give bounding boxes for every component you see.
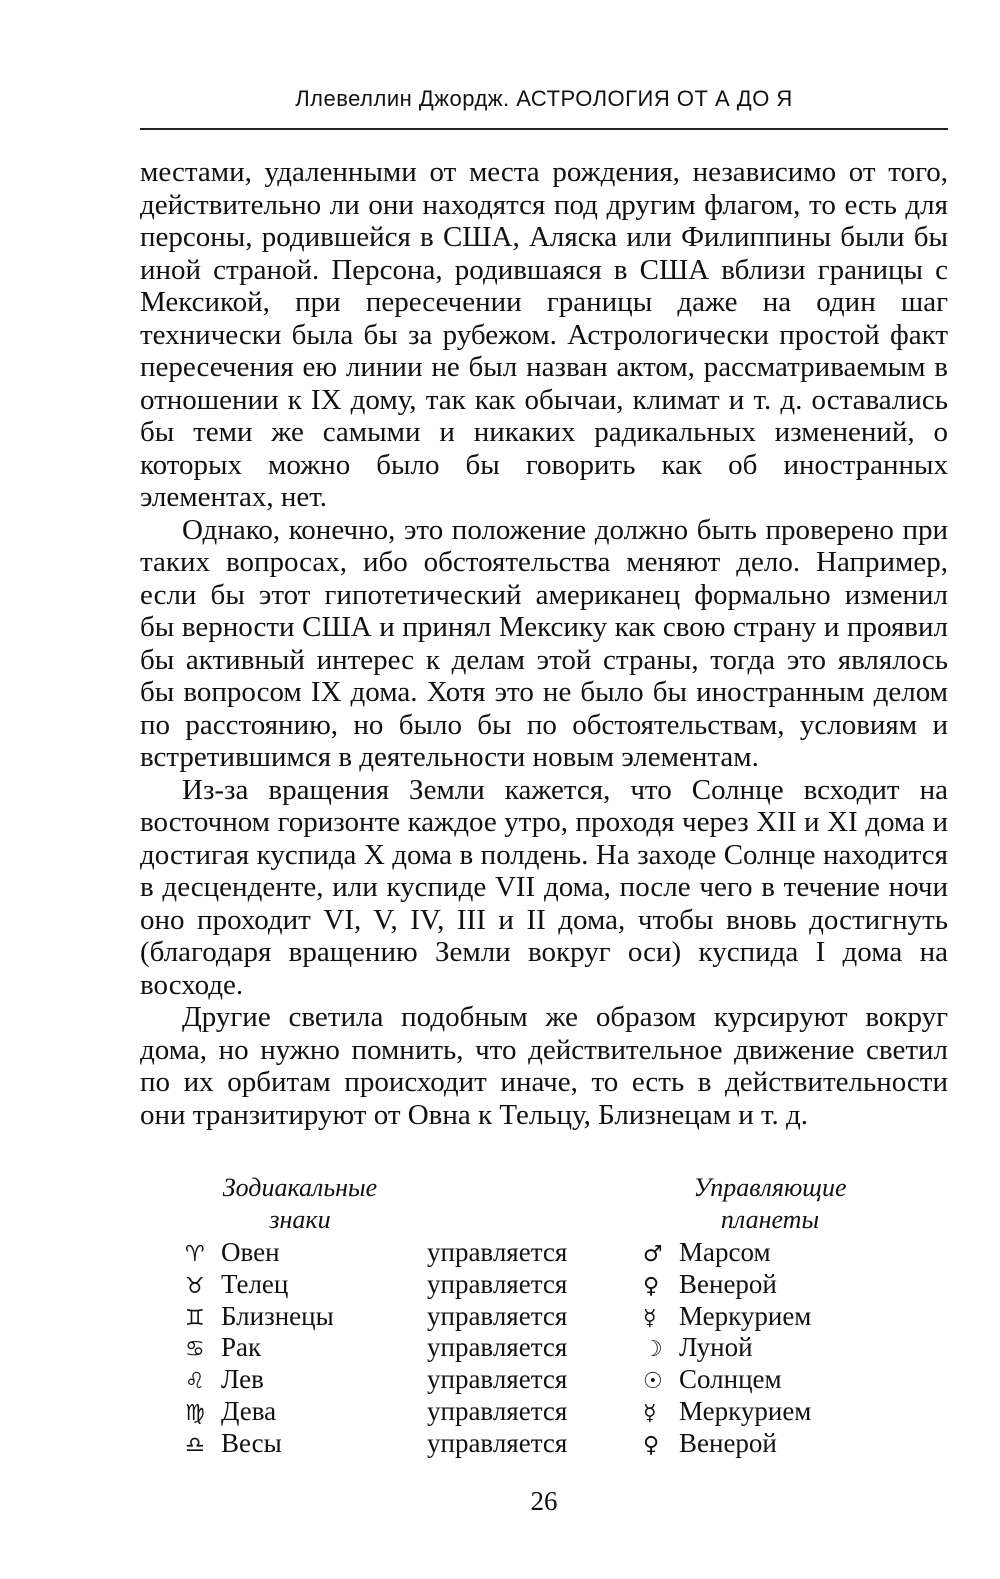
gemini-icon: ♊ bbox=[185, 1305, 205, 1331]
column-header-planets: Управляющие планеты bbox=[693, 1173, 847, 1234]
sign-name: Телец bbox=[221, 1268, 289, 1299]
mercury-icon: ☿ bbox=[643, 1400, 657, 1426]
paragraph: Из-за вращения Земли кажется, что Солнце всходит на восточном горизонте каждое утро, проходя через XII и XI дома и достигая куспида X дома в полдень. На заходе Солнце находится в десценденте, или куспиде VII дома, после чего в течение ночи оно проходит VI, V, IV, III и II дома, чтобы вновь достигнуть (благодаря вращению Земли вокруг оси) куспида I дома на восходе. bbox=[140, 773, 948, 1001]
sign-name: Дева bbox=[221, 1395, 277, 1426]
planet-name: Луной bbox=[679, 1332, 753, 1363]
table-rows bbox=[140, 1237, 948, 1460]
relation-text: управляется bbox=[427, 1364, 568, 1395]
aries-icon: ♈ bbox=[185, 1242, 205, 1267]
sign-name: Рак bbox=[221, 1332, 262, 1363]
taurus-icon: ♉ bbox=[185, 1273, 205, 1299]
table-row bbox=[140, 1428, 948, 1460]
sign-name: Весы bbox=[221, 1427, 282, 1458]
relation-text: управляется bbox=[427, 1427, 568, 1458]
page-number: 26 bbox=[530, 1486, 558, 1516]
paragraph: Другие светила подобным же образом курсируют вокруг дома, но нужно помнить, что действительное движение светил по их орбитам происходит иначе, то есть в действительности они транзитируют от Овна к Тельцу, Близнецам и т. д. bbox=[140, 1001, 948, 1131]
paragraph: Однако, конечно, это положение должно быть проверено при таких вопросах, ибо обстоятельства меняют дело. Например, если бы этот гипотетический американец формально изменил бы верности США и принял Мексику как свою страну и проявил бы активный интерес к делам этой страны, тогда это являлось бы вопросом IX дома. Хотя это не было бы иностранным делом по расстоянию, но было бы по обстоятельствам, условиям и встретившимся в деятельности новым элементам. bbox=[140, 513, 948, 773]
planet-name: Меркурием bbox=[679, 1395, 812, 1426]
running-title: Ллевеллин Джордж. АСТРОЛОГИЯ ОТ А ДО Я bbox=[295, 86, 793, 111]
column-header-signs: Зодиакальные знаки bbox=[222, 1173, 378, 1234]
table-row bbox=[140, 1332, 948, 1364]
mercury-icon: ☿ bbox=[643, 1305, 657, 1331]
relation-text: управляется bbox=[427, 1332, 568, 1363]
virgo-icon: ♍ bbox=[185, 1400, 205, 1426]
venus-icon: ♀ bbox=[643, 1273, 660, 1299]
planet-name: Марсом bbox=[679, 1237, 771, 1267]
sign-name: Овен bbox=[221, 1237, 280, 1267]
planet-name: Солнцем bbox=[679, 1364, 782, 1395]
sign-name: Лев bbox=[221, 1364, 264, 1395]
leo-icon: ♌ bbox=[185, 1369, 205, 1395]
table-row bbox=[140, 1364, 948, 1396]
table-row bbox=[140, 1301, 948, 1333]
cancer-icon: ♋ bbox=[185, 1337, 205, 1363]
relation-text: управляется bbox=[427, 1300, 568, 1331]
table-row bbox=[140, 1237, 948, 1269]
paragraph: местами, удаленными от места рождения, независимо от того, действительно ли они находятся под другим флагом, то есть для персоны, родившейся в США, Аляска или Филиппины были бы иной страной. Персона, родившаяся в США вблизи границы с Мексикой, при пересечении границы даже на один шаг технически была бы за рубежом. Астрологически простой факт пересечения ею линии не был назван актом, рассматриваемым в отношении к IX дому, так как обычаи, климат и т. д. оставались бы теми же самыми и никаких радикальных изменений, о которых можно было бы говорить как об иностранных элементах, нет. bbox=[140, 156, 948, 513]
table-row bbox=[140, 1396, 948, 1428]
header-rule bbox=[140, 128, 948, 130]
relation-text: управляется bbox=[427, 1268, 568, 1299]
planet-name: Меркурием bbox=[679, 1300, 812, 1331]
libra-icon: ♎ bbox=[185, 1432, 205, 1458]
relation-text: управляется bbox=[427, 1237, 568, 1267]
body-text bbox=[140, 156, 948, 1131]
venus-icon: ♀ bbox=[643, 1432, 660, 1458]
mars-icon: ♂ bbox=[643, 1242, 663, 1267]
sign-name: Близнецы bbox=[221, 1300, 334, 1331]
sun-icon: ☉ bbox=[643, 1369, 663, 1395]
moon-icon: ☽ bbox=[643, 1337, 663, 1363]
table-row bbox=[140, 1269, 948, 1301]
planet-name: Венерой bbox=[679, 1427, 777, 1458]
relation-text: управляется bbox=[427, 1395, 568, 1426]
planet-name: Венерой bbox=[679, 1268, 777, 1299]
